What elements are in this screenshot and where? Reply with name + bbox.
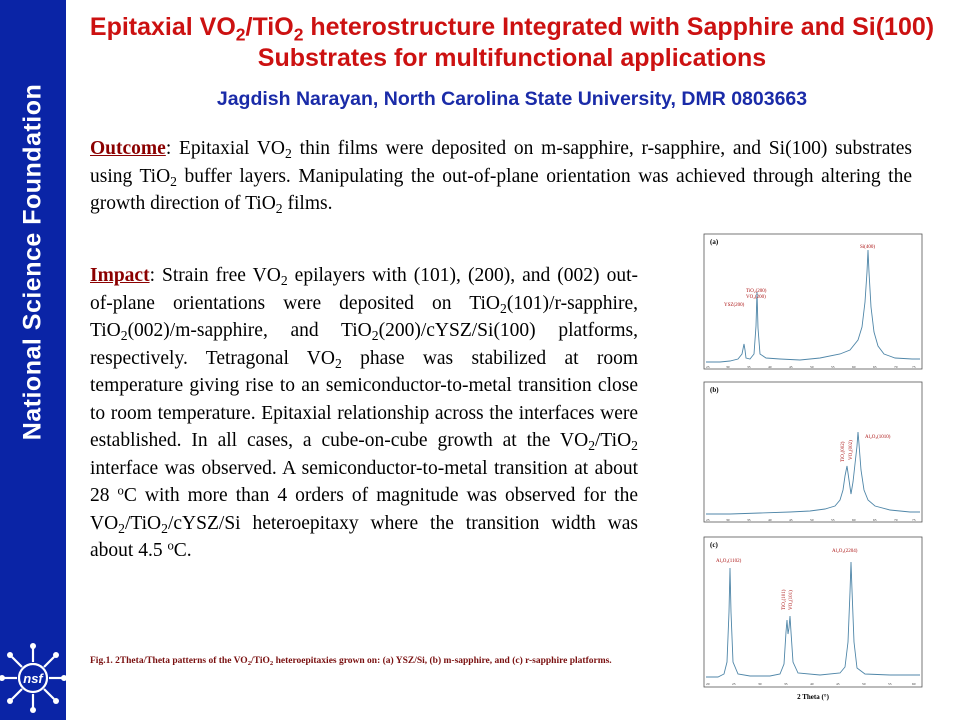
svg-text:65: 65 (873, 365, 877, 369)
peak-b-0: TiO₂(002) (841, 441, 846, 462)
svg-text:50: 50 (862, 682, 866, 686)
svg-text:35: 35 (747, 518, 751, 522)
peak-c-3: Al₂O₃(2204) (832, 549, 858, 554)
impact-paragraph: Impact: Strain free $VO_2$ epilayers with (101), (200), and (002) out-of-plane orientations were deposited on TiO$_2$(101)/r-sapphire, TiO$_2$(002)/m-sapphire, and TiO$_2$(200)/cYSZ/Si(100) platforms, respectively. Tetragonal $VO_2$ phase was stabilized at room temperature giving rise to an semiconductor-to-metal transition close to room temperature. Epitaxial relationship across the interfaces were established. In all cases, a cube-on-cube growth at the $VO_2/TiO_2$ interface was observed. A semiconductor-to-metal transition at about 28 $^o$C with more than 4 orders of magnitude was observed for the $VO_2/TiO_2/cYSZ/Si$ heteroepitaxy where the transition width was about 4.5 $^o$C. (90, 265, 639, 561)
xrd-panel-c (704, 537, 922, 701)
nsf-vertical-label: National Science Foundation (18, 83, 47, 441)
peak-a-2: VO₂(200) (746, 295, 766, 300)
svg-text:20: 20 (706, 682, 710, 686)
svg-text:25: 25 (706, 365, 710, 369)
svg-text:35: 35 (784, 682, 788, 686)
peak-c-1: TiO₂(101) (782, 589, 787, 610)
panel-a-frame (704, 234, 922, 369)
sidebar-banner (0, 0, 66, 720)
svg-text:55: 55 (831, 365, 835, 369)
peak-b-2: Al₂O₃(1010) (865, 435, 891, 440)
page-title: Epitaxial $VO_2/TiO_2$ heterostructure Integrated with Sapphire and Si(100) Substrates for multifunctional applications (89, 13, 935, 72)
xrd-panel-a (704, 234, 922, 369)
peak-a-1: TiO₂(200) (746, 289, 767, 294)
outcome-label: Outcome (90, 138, 166, 159)
svg-text:30: 30 (758, 682, 762, 686)
peak-b-1: VO₂(002) (849, 440, 854, 460)
svg-text:45: 45 (789, 365, 793, 369)
svg-text:40: 40 (810, 682, 814, 686)
peak-c-0: Al₂O₃(1102) (716, 559, 742, 564)
peak-a-0: YSZ(200) (724, 303, 745, 308)
svg-text:75: 75 (912, 518, 916, 522)
svg-text:65: 65 (873, 518, 877, 522)
panel-b-label: (b) (710, 386, 719, 394)
svg-text:75: 75 (912, 365, 916, 369)
svg-text:40: 40 (768, 518, 772, 522)
outcome-paragraph: Outcome: Epitaxial $VO_2$ thin films were deposited on m-sapphire, r-sapphire, and Si(100) substrates using TiO$_2$ buffer layers. Manipulating the out-of-plane orientation was achieved through altering the growth direction of TiO$_2$ films. (90, 138, 913, 217)
svg-text:45: 45 (789, 518, 793, 522)
svg-text:30: 30 (726, 518, 730, 522)
svg-text:25: 25 (706, 518, 710, 522)
svg-text:50: 50 (810, 518, 814, 522)
svg-text:40: 40 (768, 365, 772, 369)
logo-text: nsf (23, 671, 43, 686)
peak-a-3: Si(400) (860, 245, 875, 250)
panel-b-frame (704, 382, 922, 522)
figure-caption: Fig.1. 2Theta/Theta patterns of the $VO_2/TiO_2$ heteroepitaxies grown on: (a) YSZ/Si, (b) m-sapphire, and (c) r-sapphire platforms. (90, 656, 612, 667)
svg-text:25: 25 (732, 682, 736, 686)
svg-text:55: 55 (888, 682, 892, 686)
svg-text:45: 45 (836, 682, 840, 686)
author-line: Jagdish Narayan, North Carolina State University, DMR 0803663 (216, 88, 808, 110)
svg-text:50: 50 (810, 365, 814, 369)
svg-text:60: 60 (912, 682, 916, 686)
svg-text:70: 70 (894, 365, 898, 369)
svg-text:60: 60 (852, 365, 856, 369)
svg-text:70: 70 (894, 518, 898, 522)
nsf-logo-icon (0, 636, 66, 720)
panel-a-label: (a) (710, 238, 719, 246)
svg-text:30: 30 (726, 365, 730, 369)
svg-text:35: 35 (747, 365, 751, 369)
xrd-panel-b (704, 382, 922, 522)
peak-c-2: VO₂(101) (789, 590, 794, 610)
panel-c-label: (c) (710, 541, 718, 549)
impact-label: Impact (90, 265, 150, 286)
xrd-figure (700, 232, 926, 704)
svg-text:55: 55 (831, 518, 835, 522)
svg-text:60: 60 (852, 518, 856, 522)
x-axis-label: 2 Theta (°) (797, 693, 829, 701)
